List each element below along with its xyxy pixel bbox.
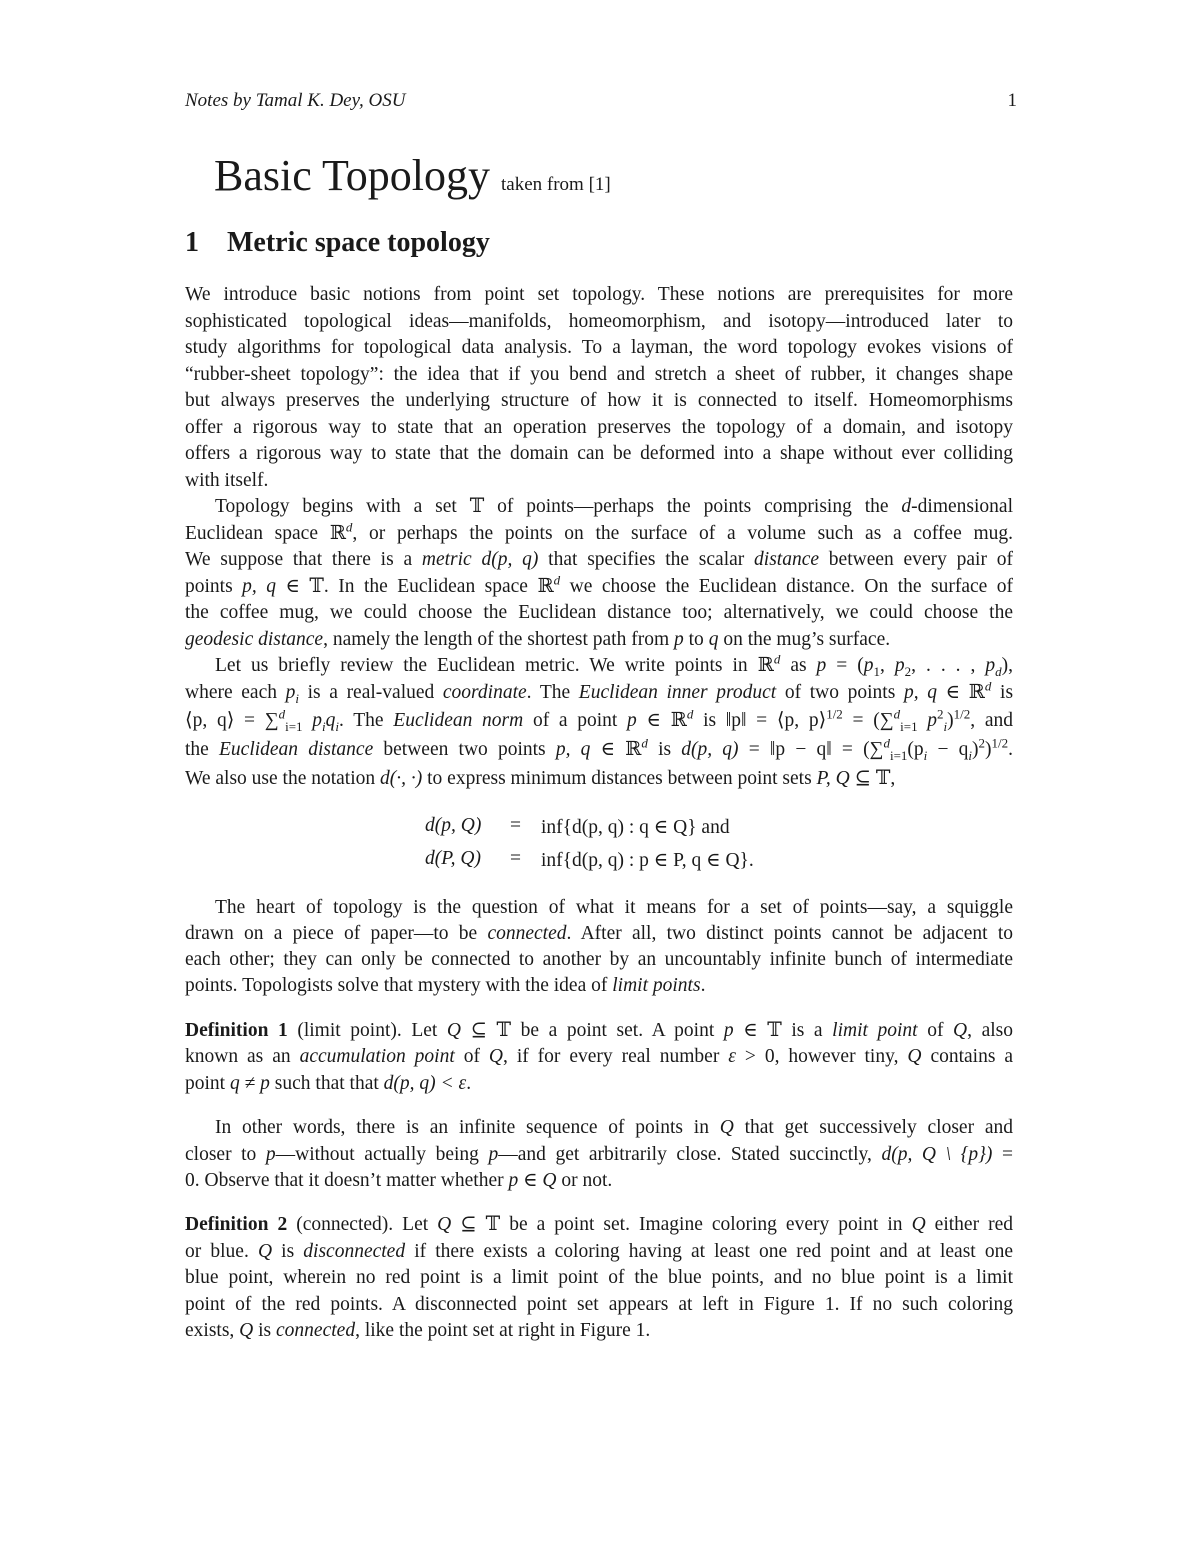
text-line: Definition 2 (connected). Let Q ⊆ 𝕋 be a point set. Imagine coloring every point in Q either red <box>185 1214 1013 1235</box>
section-heading <box>185 227 490 259</box>
running-head: Notes by Tamal K. Dey, OSU <box>185 90 406 111</box>
text-line: In other words, there is an infinite sequence of points in Q that get successively closer and <box>215 1117 1013 1138</box>
text-line: where each $p_i$ is a real-valued coordinate. The Euclidean inner product of two points p, q ∈ ℝ$^d$ is <box>185 678 1014 706</box>
text-line: 0. Observe that it doesn’t matter whether p ∈ Q or not. <box>185 1170 613 1191</box>
text-line: the coffee mug, we could choose the Euclidean distance too; alternatively, we could choose the <box>185 602 1013 623</box>
text-line: The heart of topology is the question of what it means for a set of points—say, a squiggle <box>215 897 1013 918</box>
text-line: each other; they can only be connected to another by an uncountably infinite bunch of intermediate <box>185 949 1013 970</box>
text-line: drawn on a piece of paper—to be connected. After all, two distinct points cannot be adjacent to <box>185 923 1014 944</box>
text-line: or blue. Q is disconnected if there exists a coloring having at least one red point and at least one <box>185 1241 1013 1262</box>
text-line: points p, q ∈ 𝕋. In the Euclidean space ℝ$^d$ we choose the Euclidean distance. On the surface of <box>185 572 1013 597</box>
text-line: geodesic distance, namely the length of the shortest path from p to q on the mug’s surface. <box>185 629 891 650</box>
equation-rhs: inf{d(p, q) : p ∈ P, q ∈ Q}. <box>541 850 754 871</box>
text-line: point of the red points. A disconnected point set appears at left in Figure 1. If no such coloring <box>185 1294 1013 1315</box>
text-line: closer to p—without actually being p—and get arbitrarily close. Stated succinctly, d(p, Q \ {p}) = <box>185 1144 1013 1165</box>
page-number: 1 <box>1007 90 1017 111</box>
text-line: Let us briefly review the Euclidean metric. We write points in ℝ$^d$ as $p = (p_1$, $p_2$, . . . , $p_d$), <box>215 651 1013 679</box>
text-line: known as an accumulation point of Q, if for every real number ε > 0, however tiny, Q contains a <box>185 1046 1014 1067</box>
equation-relation: = <box>510 815 521 836</box>
text-line: with itself. <box>185 470 269 491</box>
equation-rhs: inf{d(p, q) : q ∈ Q} and <box>541 817 730 838</box>
text-line: offers a rigorous way to state that the domain can be deformed into a shape without ever colliding <box>185 443 1013 464</box>
text-line: We suppose that there is a metric d(p, q) that specifies the scalar distance between every pair of <box>185 549 1013 570</box>
text-line: study algorithms for topological data analysis. To a layman, the word topology evokes visions of <box>185 337 1013 358</box>
text-line: offer a rigorous way to state that an operation preserves the topology of a domain, and isotopy <box>185 417 1013 438</box>
text-line: We also use the notation d(·, ·) to express minimum distances between point sets P, Q ⊆ 𝕋, <box>185 768 896 789</box>
text-line: Definition 1 (limit point). Let Q ⊆ 𝕋 be a point set. A point p ∈ 𝕋 is a limit point of Q, also <box>185 1020 1014 1041</box>
text-line: exists, Q is connected, like the point set at right in Figure 1. <box>185 1320 651 1341</box>
title-source: taken from [1] <box>501 174 611 195</box>
text-line: blue point, wherein no red point is a limit point of the blue points, and no blue point is a limit <box>185 1267 1013 1288</box>
title-main: Basic Topology <box>214 151 490 200</box>
text-line: “rubber-sheet topology”: the idea that if you bend and stretch a sheet of rubber, it changes shape <box>185 364 1013 385</box>
definition-label: Definition 1 <box>185 1020 288 1041</box>
text-line: point q ≠ p such that that d(p, q) < ε. <box>185 1073 472 1094</box>
page-title <box>214 150 611 201</box>
section-title: Metric space topology <box>227 227 490 258</box>
text-line: Topology begins with a set 𝕋 of points—perhaps the points comprising the d-dimensional <box>215 496 1013 517</box>
text-line: Euclidean space ℝ$^d$, or perhaps the points on the surface of a volume such as a coffee mug. <box>185 519 1013 544</box>
definition-label: Definition 2 <box>185 1214 288 1235</box>
text-line: but always preserves the underlying structure of how it is connected to itself. Homeomorphisms <box>185 390 1013 411</box>
section-number: 1 <box>185 227 199 258</box>
equation-lhs: d(P, Q) <box>425 848 481 869</box>
text-line: points. Topologists solve that mystery with the idea of limit points. <box>185 975 706 996</box>
equation-relation: = <box>510 848 521 869</box>
text-line: sophisticated topological ideas—manifolds, homeomorphism, and isotopy—introduced later to <box>185 311 1013 332</box>
text-line: We introduce basic notions from point set topology. These notions are prerequisites for more <box>185 284 1013 305</box>
text-line: ⟨p, q⟩ = ∑$^d_{i=1}$ $p_iq_i$. The Euclidean norm of a point p ∈ ℝ$^d$ is ‖p‖ = ⟨p, p⟩$^{1/2}$ = (∑$^d_{i=1}$ $p^2_i)^{1/2}$, and <box>185 706 1014 734</box>
equation-lhs: d(p, Q) <box>425 815 482 836</box>
text-line: the Euclidean distance between two points p, q ∈ ℝ$^d$ is d(p, q) = ‖p − q‖ = $(\sum^d_{i=1}(p_i - q_i)^2)^{1/2}$. <box>185 735 1014 763</box>
